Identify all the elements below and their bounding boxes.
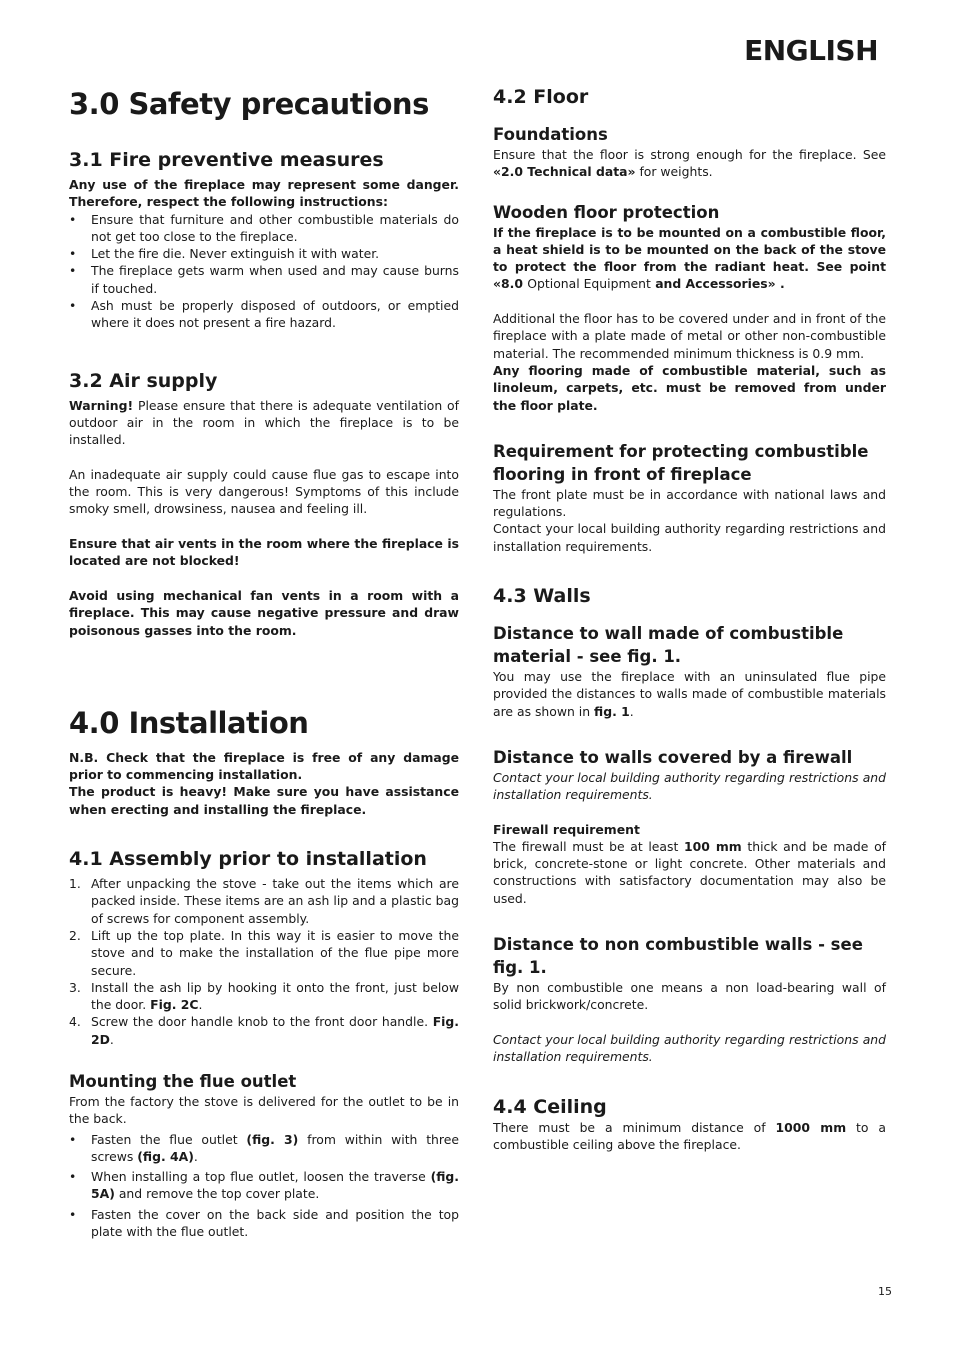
section-3-title: 3.0 Safety precautions: [69, 87, 429, 121]
list-item: 1. After unpacking the stove - take out the items which are packed inside. These items are an ash lip and a plastic bag of screws for component assembly.: [69, 876, 459, 926]
section-4-1-title: 4.1 Assembly prior to installation: [69, 848, 427, 871]
noncombustible-authority-text: Contact your local building authority regarding restrictions and installation requirements.: [493, 1031, 886, 1065]
authority-text: Contact your local building authority regarding restrictions and installation requirements.: [493, 521, 886, 554]
noncombustible-wall-text: By non combustible one means a non load-bearing wall of solid brickwork/concrete.: [493, 980, 886, 1013]
list-item: • The fireplace gets warm when used and may cause burns if touched.: [69, 263, 459, 296]
flooring-removal-text: Any flooring made of combustible material, such as linoleum, carpets, etc. must be removed from under the floor plate.: [493, 362, 886, 413]
foundations-title: Foundations: [493, 125, 608, 144]
fire-intro: Any use of the fireplace may represent some danger. Therefore, respect the following instructions:: [69, 177, 459, 210]
combustible-wall-text: You may use the fireplace with an uninsulated flue pipe provided the distances to walls made of combustible materials are as shown in fig. 1.: [493, 669, 886, 719]
page-number: 15: [878, 1285, 892, 1298]
list-item: • When installing a top flue outlet, loosen the traverse (fig. 5A) and remove the top cover plate.: [69, 1169, 459, 1202]
section-3-1-title: 3.1 Fire preventive measures: [69, 149, 384, 171]
ceiling-text: There must be a minimum distance of 1000 mm to a combustible ceiling above the fireplace.: [493, 1119, 886, 1152]
flue-outlet-title: Mounting the flue outlet: [69, 1071, 297, 1091]
list-item: 4. Screw the door handle knob to the front door handle. Fig. 2D.: [69, 1014, 459, 1047]
list-item: • Let the fire die. Never extinguish it with water.: [69, 246, 380, 262]
left-column: [69, 82, 459, 1240]
front-protection-title: Requirement for protecting combustible flooring in front of fireplace: [493, 441, 869, 484]
firewall-requirement-text: The firewall must be at least 100 mm thick and be made of brick, concrete-stone or light concrete. Other materials and constructions with satisfactory documentation may also be used.: [493, 838, 887, 906]
floor-plate-text: Additional the floor has to be covered under and in front of the fireplace with a plate made of metal or other non-combustible material. The recommended minimum thickness is 0.9 mm.: [493, 311, 886, 361]
section-4-title: 4.0 Installation: [69, 705, 309, 740]
foundations-text: Ensure that the floor is strong enough for the fireplace. See «2.0 Technical data» for weights.: [493, 147, 886, 180]
language-label: ENGLISH: [744, 34, 878, 67]
wooden-floor-text: If the fireplace is to be mounted on a combustible floor, a heat shield is to be mounted on the back of the stove to protect the floor from the radiant heat. See point «8.0 Optional Equipment and Accessories» .: [493, 224, 886, 292]
combustible-wall-title: Distance to wall made of combustible material - see fig. 1.: [493, 624, 844, 667]
firewall-authority-text: Contact your local building authority regarding restrictions and installation requirements.: [493, 769, 886, 803]
nb-heavy: The product is heavy! Make sure you have assistance when erecting and installing the fireplace.: [69, 784, 459, 817]
fire-measures-list: [69, 211, 459, 332]
air-vents-paragraph: Ensure that air vents in the room where the fireplace is located are not blocked!: [69, 536, 459, 569]
flue-steps: [69, 1131, 459, 1241]
list-item: • Ensure that furniture and other combustible materials do not get too close to the fireplace.: [69, 211, 459, 244]
fan-vents-paragraph: Avoid using mechanical fan vents in a room with a fireplace. This may cause negative pressure and draw poisonous gasses into the room.: [69, 587, 459, 638]
front-plate-text: The front plate must be in accordance with national laws and regulations.: [493, 486, 886, 520]
warning-paragraph: Warning! Please ensure that there is adequate ventilation of outdoor air in the room in which the fireplace is to be installed.: [69, 397, 459, 448]
firewall-requirement-title: Firewall requirement: [493, 821, 640, 837]
air-supply-paragraph: An inadequate air supply could cause flue gas to escape into the room. This is very dangerous! Symptoms of this include smoky smell, drowsiness, nausea and feeling ill.: [69, 466, 459, 517]
list-item: • Ash must be properly disposed of outdoors, or emptied where it does not present a fire hazard.: [69, 298, 459, 331]
list-item: • Fasten the flue outlet (fig. 3) from within with three screws (fig. 4A).: [69, 1131, 459, 1164]
noncombustible-wall-title: Distance to non combustible walls - see fig. 1.: [493, 935, 863, 978]
section-4-2-title: 4.2 Floor: [493, 86, 589, 108]
flue-intro: From the factory the stove is delivered for the outlet to be in the back.: [69, 1093, 459, 1127]
section-4-3-title: 4.3 Walls: [493, 585, 591, 608]
wooden-floor-title: Wooden floor protection: [493, 202, 720, 222]
list-item: • Fasten the cover on the back side and position the top plate with the flue outlet.: [69, 1206, 459, 1240]
right-column: [493, 86, 886, 1153]
list-item: 3. Install the ash lip by hooking it onto the front, just below the door. Fig. 2C.: [69, 979, 459, 1013]
nb-damage: N.B. Check that the fireplace is free of any damage prior to commencing installation.: [69, 749, 459, 783]
section-4-4-title: 4.4 Ceiling: [493, 1095, 607, 1118]
list-item: 2. Lift up the top plate. In this way it is easier to move the stove and to make the installation of the flue pipe more secure.: [69, 927, 459, 978]
firewall-title: Distance to walls covered by a firewall: [493, 747, 853, 767]
assembly-steps: [69, 875, 459, 1048]
section-3-2-title: 3.2 Air supply: [69, 369, 218, 392]
